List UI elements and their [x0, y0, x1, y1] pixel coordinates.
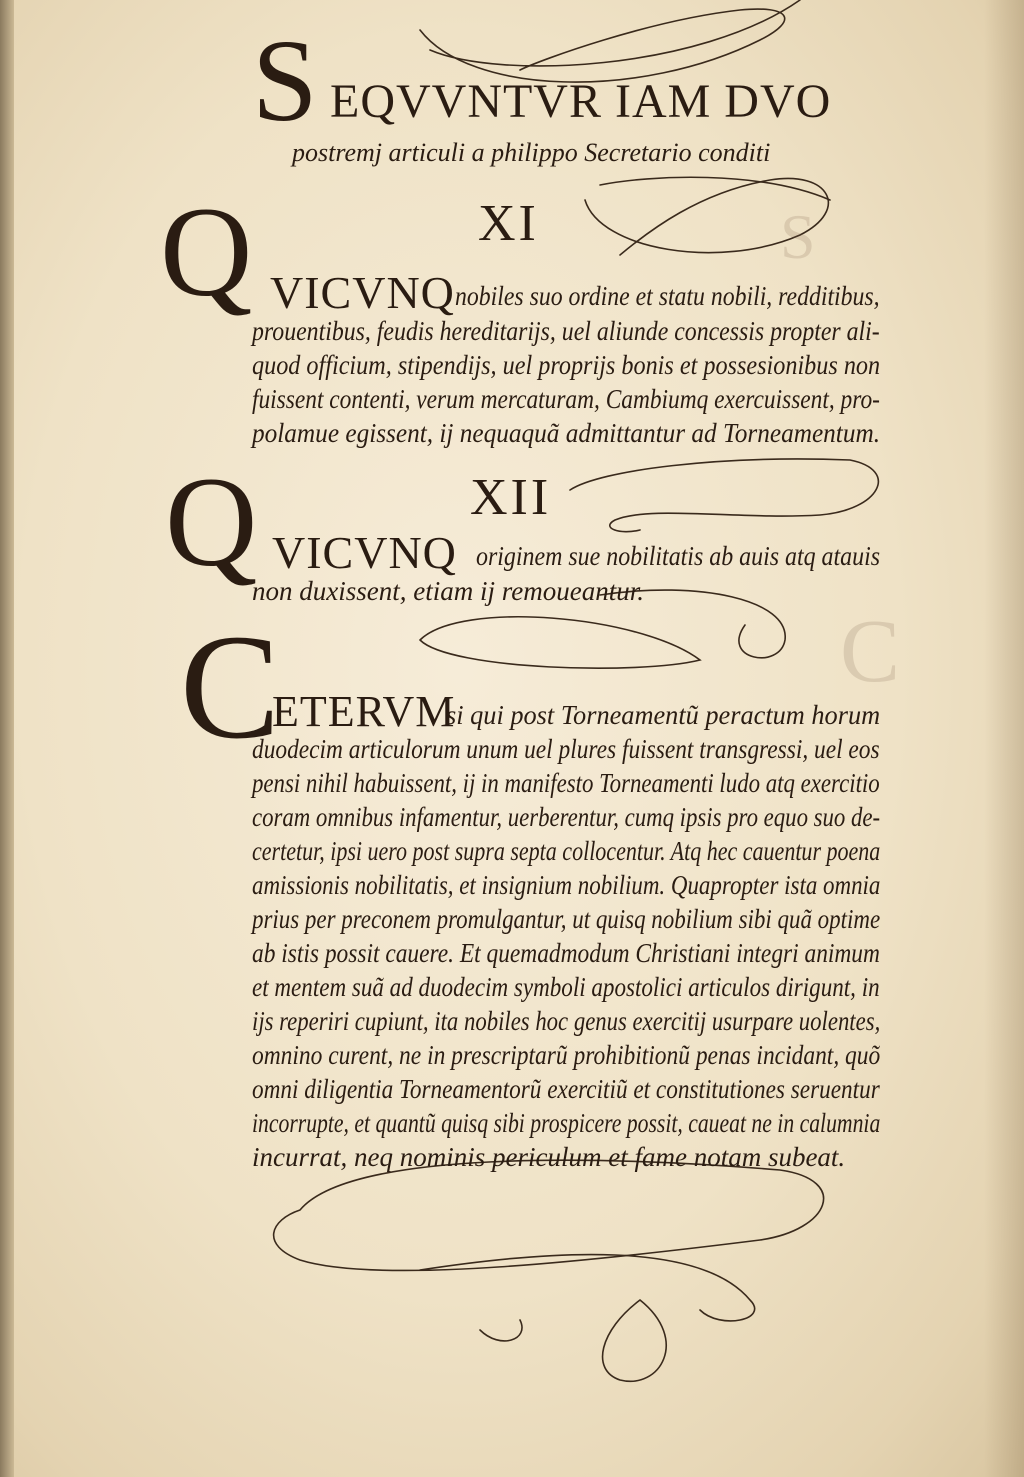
- bleed-through-text: S: [780, 201, 818, 272]
- closing-line: si qui post Torneamentũ peractum horum: [446, 700, 881, 730]
- closing-line: omnino curent, ne in prescriptarũ prohibitionũ penas incidant, quõ: [252, 1040, 881, 1070]
- article-initial-xi: Q: [160, 181, 253, 323]
- article-line: prouentibus, feudis hereditarijs, uel aliunde concessis propter ali-: [252, 316, 880, 346]
- closing-line: pensi nihil habuissent, ij in manifesto Torneamenti ludo atq exercitio: [252, 768, 880, 798]
- closing-line: amissionis nobilitatis, et insignium nobilium. Quapropter ista omnia: [252, 870, 881, 900]
- closing-line: incorrupte, et quantũ quisq sibi prospicere possit, caueat ne in calumnia: [252, 1108, 881, 1138]
- heading-caps: EQVVNTVR IAM DVO: [330, 75, 832, 128]
- article-caps-xii: VICVNQ: [272, 527, 457, 578]
- article-numeral-xi: XI: [478, 195, 539, 252]
- closing-line: et mentem suã ad duodecim symboli apostolici articulos dirigunt, in: [252, 972, 880, 1002]
- article-line: quod officium, stipendijs, uel proprijs bonis et possesionibus non: [252, 350, 881, 380]
- closing-caps: ETERVM: [272, 687, 456, 736]
- article-line: nobiles suo ordine et statu nobili, redditibus,: [455, 281, 880, 311]
- article-caps-xi: VICVNQ: [270, 267, 455, 318]
- heading-subtitle: postremj articuli a philippo Secretario conditi: [292, 138, 771, 167]
- article-line: originem sue nobilitatis ab auis atq atauis: [476, 541, 881, 571]
- closing-line: incurrat, neq nominis periculum et fame notam subeat.: [252, 1142, 846, 1172]
- article-line: fuissent contenti, verum mercaturam, Cambiumq exercuissent, pro-: [252, 384, 880, 414]
- closing-line: certetur, ipsi uero post supra septa collocentur. Atq hec cauentur poena: [252, 836, 881, 866]
- article-numeral-xii: XII: [470, 469, 552, 526]
- closing-line: ab istis possit cauere. Et quemadmodum Christiani integri animum: [252, 938, 880, 968]
- bleed-through-text: C: [840, 602, 903, 701]
- heading-initial: S: [252, 15, 318, 146]
- closing-line: duodecim articulorum unum uel plures fuissent transgressi, uel eos: [252, 734, 880, 764]
- closing-line: prius per preconem promulgantur, ut quisq nobilium sibi quã optime: [252, 904, 881, 934]
- closing-initial: C: [180, 604, 281, 770]
- article-line: polamue egissent, ij nequaquã admittantur ad Torneamentum.: [252, 418, 881, 448]
- article-line: non duxissent, etiam ij remoueantur.: [252, 576, 644, 606]
- closing-line: ijs reperiri cupiunt, ita nobiles hoc genus exercitij usurpare uolentes,: [252, 1006, 881, 1036]
- closing-line: omni diligentia Torneamentorũ exercitiũ et constitutiones seruentur: [252, 1074, 880, 1104]
- article-initial-xii: Q: [165, 451, 258, 593]
- closing-line: coram omnibus infamentur, uerberentur, cumq ipsis pro equo suo de-: [252, 802, 881, 832]
